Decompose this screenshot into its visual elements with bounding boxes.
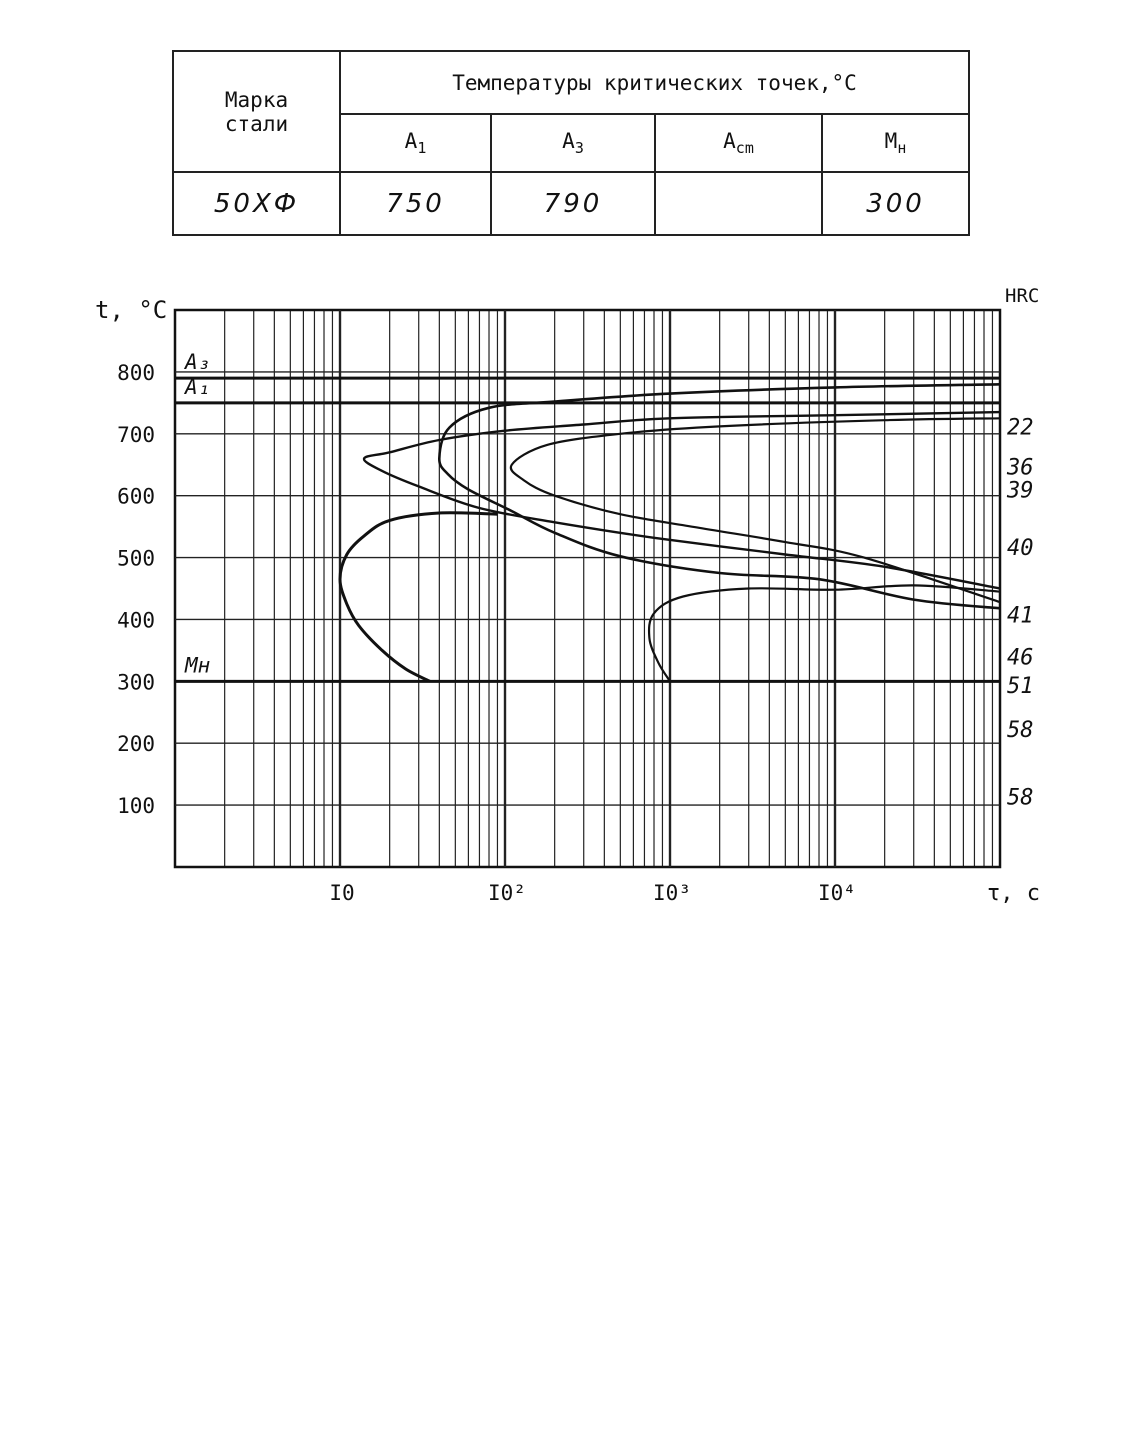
y-tick-label: 700 [117, 422, 155, 447]
x-tick-label: I0 [329, 881, 355, 905]
hrc-value-label: 40 [1007, 536, 1034, 562]
value-mn: 300 [822, 172, 969, 235]
critical-line-label: A₁ [185, 374, 211, 399]
header-acm-sub: cm [735, 139, 754, 158]
hrc-value-label: 41 [1007, 603, 1034, 629]
critical-temps-unit: °C [831, 70, 857, 95]
ttt-diagram [0, 270, 1132, 920]
header-a3 [491, 114, 655, 172]
y-tick-label: 600 [117, 484, 155, 509]
x-tick-label: I0⁴ [818, 881, 856, 905]
critical-points-table [172, 50, 970, 236]
hrc-value-label: 36 [1007, 455, 1034, 481]
header-mn-sub: н [897, 139, 907, 158]
hrc-value-label: 39 [1007, 478, 1034, 504]
y-tick-label: 300 [117, 670, 155, 695]
y-tick-label: 400 [117, 608, 155, 633]
x-tick-label: I0³ [653, 881, 691, 905]
value-acm [655, 172, 822, 235]
plot-frame [175, 310, 1000, 867]
critical-temps-header [340, 51, 969, 114]
curve-bainite-lower [649, 585, 1000, 681]
x-axis-label: τ, c [987, 881, 1040, 906]
y-tick-label: 200 [117, 732, 155, 757]
hrc-value-label: 22 [1007, 415, 1034, 441]
value-a3: 790 [491, 172, 655, 235]
header-a1 [340, 114, 491, 172]
hrc-value-label: 51 [1007, 674, 1034, 700]
y-tick-label: 800 [117, 360, 155, 385]
critical-line-label: Mн [185, 653, 211, 678]
header-a1-sub: 1 [417, 139, 427, 158]
critical-temps-header-text: Температуры критических точек, [452, 70, 832, 95]
hrc-value-label: 58 [1007, 717, 1034, 743]
major-gridlines [175, 310, 1000, 867]
header-acm-main: A [723, 128, 736, 153]
y-tick-label: 100 [117, 794, 155, 819]
header-a3-sub: 3 [574, 139, 584, 158]
x-tick-label: I0² [488, 881, 526, 905]
curve-pearlite-start [364, 412, 1000, 588]
header-a1-main: A [404, 128, 418, 153]
value-grade: 50ХФ [173, 172, 340, 235]
critical-line-label: A₃ [185, 350, 211, 375]
hrc-axis-title: HRC [1005, 285, 1040, 307]
y-axis-label: t, °C [95, 296, 168, 324]
y-tick-label: 500 [117, 546, 155, 571]
header-acm [655, 114, 822, 172]
hrc-value-label: 46 [1007, 645, 1034, 671]
header-mn [822, 114, 969, 172]
hrc-value-label: 58 [1007, 785, 1034, 811]
steel-grade-header [173, 51, 340, 172]
header-a3-main: A [562, 128, 575, 153]
header-mn-main: M [884, 128, 898, 153]
steel-grade-header-text: Марка стали [224, 87, 289, 136]
value-a1: 750 [340, 172, 491, 235]
